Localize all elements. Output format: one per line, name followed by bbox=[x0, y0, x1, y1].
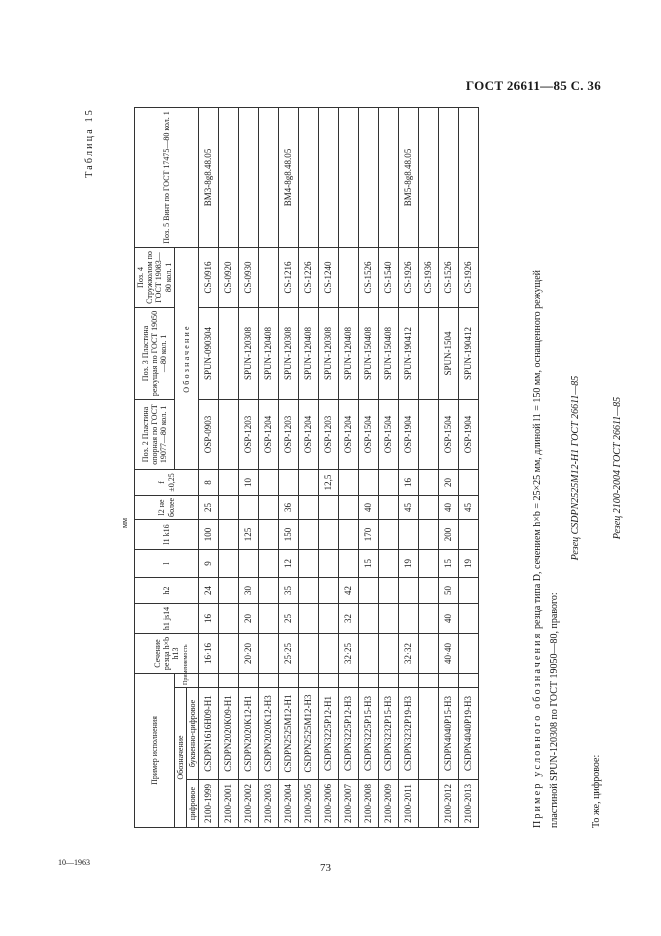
cell-digital: 2100-2011 bbox=[399, 780, 419, 828]
cell-alnum: CSDPN3232P19-H3 bbox=[399, 688, 419, 780]
cell-digital: 2100-2013 bbox=[459, 780, 479, 828]
cell-usage bbox=[279, 673, 299, 687]
header-usage: Применяемость bbox=[174, 673, 198, 687]
cell-pos2 bbox=[419, 399, 439, 469]
cell-h2 bbox=[219, 577, 239, 603]
cell-h1 bbox=[379, 603, 399, 633]
cell-alnum: CSDPN4040P19-H3 bbox=[459, 688, 479, 780]
example-line-2: пластиной SPUN-120308 по ГОСТ 19050—80, правого: bbox=[549, 592, 560, 828]
cell-pos5: BM3-8g8.48.05 bbox=[199, 107, 219, 247]
cell-pos4: CS-1926 bbox=[459, 247, 479, 307]
cell-section: 25·25 bbox=[279, 633, 299, 673]
cell-alnum: CSDPN2525M12-H3 bbox=[299, 688, 319, 780]
cell-l2: 45 bbox=[459, 495, 479, 519]
cell-alnum: CSDPN3232P15-H3 bbox=[379, 688, 399, 780]
cell-pos3: SPUN-150408 bbox=[359, 307, 379, 399]
cell-usage bbox=[439, 673, 459, 687]
cell-l: 12 bbox=[279, 549, 299, 577]
cell-usage bbox=[379, 673, 399, 687]
cell-f bbox=[299, 469, 319, 495]
cell-h2 bbox=[379, 577, 399, 603]
cell-pos5 bbox=[259, 107, 279, 247]
cell-l bbox=[259, 549, 279, 577]
table-row bbox=[379, 107, 399, 827]
cell-l2: 36 bbox=[279, 495, 299, 519]
cell-alnum: CSDPN3225P12-H3 bbox=[339, 688, 359, 780]
cell-h2 bbox=[459, 577, 479, 603]
cell-h1: 16 bbox=[199, 603, 219, 633]
cell-f: 20 bbox=[439, 469, 459, 495]
cell-pos4: CS-0930 bbox=[239, 247, 259, 307]
example-line-1-rest: резца типа D, сечением h×b = 25×25 мм, длиной l1 = 150 мм, оснащенного режущей bbox=[532, 269, 543, 632]
header-section: Сечение резца h×b h13 bbox=[135, 633, 199, 673]
cell-h1 bbox=[359, 603, 379, 633]
cell-pos4: CS-1226 bbox=[299, 247, 319, 307]
cell-alnum: CSDPN3225P15-H3 bbox=[359, 688, 379, 780]
cell-pos5: BM5-8g8.48.05 bbox=[399, 107, 419, 247]
cell-usage bbox=[259, 673, 279, 687]
page-header: ГОСТ 26611—85 С. 36 bbox=[465, 78, 601, 93]
units-label: мм bbox=[120, 517, 129, 528]
cell-pos3: SPUN-120308 bbox=[319, 307, 339, 399]
cell-section bbox=[319, 633, 339, 673]
cell-pos5 bbox=[379, 107, 399, 247]
cell-h1 bbox=[259, 603, 279, 633]
cell-pos4: CS-0916 bbox=[199, 247, 219, 307]
cell-alnum: CSDPN4040P15-H3 bbox=[439, 688, 459, 780]
cell-l bbox=[379, 549, 399, 577]
cell-pos3: SPUN-1504 bbox=[439, 307, 459, 399]
cell-pos4: CS-1526 bbox=[359, 247, 379, 307]
cell-l1 bbox=[259, 519, 279, 549]
cell-h2: 50 bbox=[439, 577, 459, 603]
cell-l bbox=[419, 549, 439, 577]
cell-l2 bbox=[339, 495, 359, 519]
cell-h2: 24 bbox=[199, 577, 219, 603]
cell-f: 12,5 bbox=[319, 469, 339, 495]
cell-digital: 2100-2001 bbox=[219, 780, 239, 828]
cell-l: 15 bbox=[359, 549, 379, 577]
cell-section bbox=[219, 633, 239, 673]
cell-l2 bbox=[419, 495, 439, 519]
cell-section: 32·32 bbox=[399, 633, 419, 673]
cell-usage bbox=[419, 673, 439, 687]
header-alnum: буквенно-цифровое bbox=[186, 688, 198, 780]
cell-usage bbox=[399, 673, 419, 687]
cell-pos5 bbox=[459, 107, 479, 247]
cell-section bbox=[459, 633, 479, 673]
cell-h1 bbox=[319, 603, 339, 633]
cell-pos3: SPUN-190412 bbox=[459, 307, 479, 399]
cell-l1 bbox=[459, 519, 479, 549]
cell-pos4: CS-1926 bbox=[399, 247, 419, 307]
cell-l1 bbox=[419, 519, 439, 549]
cell-pos5 bbox=[339, 107, 359, 247]
cell-l2 bbox=[219, 495, 239, 519]
cell-digital: 2100-2007 bbox=[339, 780, 359, 828]
example-text bbox=[529, 108, 626, 828]
cell-pos2: OSP-1204 bbox=[339, 399, 359, 469]
cell-digital: 2100-2006 bbox=[319, 780, 339, 828]
cell-usage bbox=[219, 673, 239, 687]
cell-usage bbox=[199, 673, 219, 687]
cell-pos2: OSP-1504 bbox=[439, 399, 459, 469]
header-l1: l1 k16 bbox=[135, 519, 199, 549]
cell-alnum: CSDPN2020K09-H1 bbox=[219, 688, 239, 780]
cell-f bbox=[279, 469, 299, 495]
cell-alnum: CSDPN2020K12-H3 bbox=[259, 688, 279, 780]
cell-l: 15 bbox=[439, 549, 459, 577]
cell-pos4: CS-0920 bbox=[219, 247, 239, 307]
cell-l bbox=[339, 549, 359, 577]
cell-usage bbox=[339, 673, 359, 687]
cell-alnum: CSDPN2525M12-H1 bbox=[279, 688, 299, 780]
cell-section bbox=[359, 633, 379, 673]
rotated-content bbox=[84, 108, 623, 828]
header-digital: цифровое bbox=[186, 780, 198, 828]
cell-pos2: OSP-1504 bbox=[379, 399, 399, 469]
cell-pos4 bbox=[339, 247, 359, 307]
cell-pos3 bbox=[219, 307, 239, 399]
header-pos5: Поз. 5 Винт по ГОСТ 17475—80 кол. 1 bbox=[135, 107, 199, 247]
cell-l2 bbox=[239, 495, 259, 519]
cell-pos2: OSP-1203 bbox=[239, 399, 259, 469]
header-pos3: Поз. 3 Пластина режущая по ГОСТ 19050—80 кол. 1 bbox=[135, 307, 175, 399]
cell-usage bbox=[459, 673, 479, 687]
cell-h1: 40 bbox=[439, 603, 459, 633]
cell-usage bbox=[299, 673, 319, 687]
cell-l1 bbox=[399, 519, 419, 549]
cell-f bbox=[219, 469, 239, 495]
cell-pos2: OSP-1504 bbox=[359, 399, 379, 469]
cell-pos4: CS-1540 bbox=[379, 247, 399, 307]
cell-section: 16·16 bbox=[199, 633, 219, 673]
cell-pos3: SPUN-150408 bbox=[379, 307, 399, 399]
cell-section: 40·40 bbox=[439, 633, 459, 673]
cell-l2 bbox=[259, 495, 279, 519]
cell-pos5 bbox=[439, 107, 459, 247]
header-example: Пример исполнения bbox=[135, 673, 175, 827]
table-row bbox=[279, 107, 299, 827]
cell-digital: 2100-2005 bbox=[299, 780, 319, 828]
cell-l bbox=[239, 549, 259, 577]
cell-digital: 2100-1999 bbox=[199, 780, 219, 828]
header-f: f ±0,25 bbox=[135, 469, 199, 495]
cell-h1: 25 bbox=[279, 603, 299, 633]
cell-l2 bbox=[379, 495, 399, 519]
cell-pos5 bbox=[239, 107, 259, 247]
cell-l: 9 bbox=[199, 549, 219, 577]
cell-h2 bbox=[299, 577, 319, 603]
table-row bbox=[239, 107, 259, 827]
cell-h2 bbox=[359, 577, 379, 603]
cell-l: 19 bbox=[399, 549, 419, 577]
cell-l2: 40 bbox=[359, 495, 379, 519]
cell-pos3 bbox=[419, 307, 439, 399]
cell-pos2: OSP-1203 bbox=[279, 399, 299, 469]
table-row bbox=[219, 107, 239, 827]
cell-pos5 bbox=[299, 107, 319, 247]
example-line-3: То же, цифровое: bbox=[591, 754, 602, 828]
cell-l bbox=[319, 549, 339, 577]
cell-pos4: CS-1240 bbox=[319, 247, 339, 307]
header-pos4: Поз. 4 Стружколом по ГОСТ 19083—80 кол. 1 bbox=[135, 247, 175, 307]
table-row bbox=[339, 107, 359, 827]
cell-l2 bbox=[299, 495, 319, 519]
cell-alnum: CSDPN1616H09-H1 bbox=[199, 688, 219, 780]
cell-pos5 bbox=[419, 107, 439, 247]
cell-l1: 150 bbox=[279, 519, 299, 549]
cell-pos2: OSP-1204 bbox=[299, 399, 319, 469]
cell-pos2: OSP-1904 bbox=[459, 399, 479, 469]
cell-digital: 2100-2004 bbox=[279, 780, 299, 828]
cell-usage bbox=[239, 673, 259, 687]
cell-section: 32·25 bbox=[339, 633, 359, 673]
table-row bbox=[399, 107, 419, 827]
cell-pos3: SPUN-120408 bbox=[259, 307, 279, 399]
cell-h1: 32 bbox=[339, 603, 359, 633]
cell-h2 bbox=[419, 577, 439, 603]
cell-pos4 bbox=[259, 247, 279, 307]
header-l: l bbox=[135, 549, 199, 577]
cell-l1: 100 bbox=[199, 519, 219, 549]
cell-section bbox=[259, 633, 279, 673]
cell-pos2: OSP-0903 bbox=[199, 399, 219, 469]
header-l2: l2 не более bbox=[135, 495, 199, 519]
table-row bbox=[299, 107, 319, 827]
cell-pos4: CS-1936 bbox=[419, 247, 439, 307]
cell-pos3: SPUN-120308 bbox=[239, 307, 259, 399]
cell-l1 bbox=[339, 519, 359, 549]
cell-pos3: SPUN-120308 bbox=[279, 307, 299, 399]
cell-h2 bbox=[259, 577, 279, 603]
cell-h1 bbox=[219, 603, 239, 633]
cell-l bbox=[219, 549, 239, 577]
table-row bbox=[199, 107, 219, 827]
header-oboznachenie: Обозначение bbox=[174, 247, 198, 469]
cell-pos4: CS-1216 bbox=[279, 247, 299, 307]
cell-l2: 40 bbox=[439, 495, 459, 519]
cell-pos2: OSP-1203 bbox=[319, 399, 339, 469]
cell-f bbox=[259, 469, 279, 495]
cell-l1 bbox=[379, 519, 399, 549]
cell-f bbox=[339, 469, 359, 495]
cell-h2: 30 bbox=[239, 577, 259, 603]
cell-f: 16 bbox=[399, 469, 419, 495]
example-line-1 bbox=[529, 108, 546, 828]
cell-section bbox=[379, 633, 399, 673]
cell-pos3: SPUN-090304 bbox=[199, 307, 219, 399]
cell-l1: 125 bbox=[239, 519, 259, 549]
table-caption: Таблица 15 bbox=[84, 108, 95, 178]
cell-section bbox=[419, 633, 439, 673]
cell-digital: 2100-2003 bbox=[259, 780, 279, 828]
header-pos2: Поз. 2 Пластина опорная по ГОСТ 19077—80 кол. 1 bbox=[135, 399, 175, 469]
page-number: 73 bbox=[320, 862, 331, 874]
footer-mark: 10—1963 bbox=[58, 858, 90, 867]
header-designation: Обозначение bbox=[174, 688, 186, 828]
cell-usage bbox=[359, 673, 379, 687]
cell-h1: 20 bbox=[239, 603, 259, 633]
example-formula-2: Резец 2100-2004 ГОСТ 26611—85 bbox=[612, 396, 623, 540]
cell-digital: 2100-2008 bbox=[359, 780, 379, 828]
example-formula-1: Резец CSDPN2525M12-H1 ГОСТ 26611—85 bbox=[570, 375, 581, 561]
cell-h2 bbox=[399, 577, 419, 603]
cell-pos2: OSP-1204 bbox=[259, 399, 279, 469]
table-row bbox=[319, 107, 339, 827]
cell-l1 bbox=[219, 519, 239, 549]
cell-h2 bbox=[319, 577, 339, 603]
cell-f bbox=[379, 469, 399, 495]
table-row bbox=[459, 107, 479, 827]
cell-alnum: CSDPN2020K12-H1 bbox=[239, 688, 259, 780]
cell-pos5 bbox=[319, 107, 339, 247]
cell-l2 bbox=[319, 495, 339, 519]
cell-f: 8 bbox=[199, 469, 219, 495]
cell-section: 20·20 bbox=[239, 633, 259, 673]
cell-pos2: OSP-1904 bbox=[399, 399, 419, 469]
cell-l: 19 bbox=[459, 549, 479, 577]
cell-f bbox=[359, 469, 379, 495]
parameters-table bbox=[134, 107, 479, 828]
cell-h2: 35 bbox=[279, 577, 299, 603]
table-row bbox=[439, 107, 459, 827]
cell-h1 bbox=[459, 603, 479, 633]
table-row bbox=[359, 107, 379, 827]
cell-l1 bbox=[319, 519, 339, 549]
cell-alnum: CSDPN3225P12-H1 bbox=[319, 688, 339, 780]
cell-pos3: SPUN-120408 bbox=[299, 307, 319, 399]
cell-pos4: CS-1526 bbox=[439, 247, 459, 307]
cell-f bbox=[459, 469, 479, 495]
cell-pos5: BM4-8g8.48.05 bbox=[279, 107, 299, 247]
cell-pos5 bbox=[359, 107, 379, 247]
example-heading: Пример условного обозначения bbox=[532, 631, 543, 828]
cell-h1 bbox=[399, 603, 419, 633]
header-h2: h2 bbox=[135, 577, 199, 603]
cell-section bbox=[299, 633, 319, 673]
cell-l1: 200 bbox=[439, 519, 459, 549]
cell-l2: 25 bbox=[199, 495, 219, 519]
table-row bbox=[419, 107, 439, 827]
header-h1: h1 js14 bbox=[135, 603, 199, 633]
cell-l2: 45 bbox=[399, 495, 419, 519]
cell-f: 10 bbox=[239, 469, 259, 495]
cell-pos5 bbox=[219, 107, 239, 247]
cell-h1 bbox=[299, 603, 319, 633]
cell-alnum bbox=[419, 688, 439, 780]
cell-h1 bbox=[419, 603, 439, 633]
cell-digital: 2100-2012 bbox=[439, 780, 459, 828]
cell-digital bbox=[419, 780, 439, 828]
cell-l1: 170 bbox=[359, 519, 379, 549]
cell-pos2 bbox=[219, 399, 239, 469]
cell-pos3: SPUN-190412 bbox=[399, 307, 419, 399]
cell-f bbox=[419, 469, 439, 495]
cell-h2: 42 bbox=[339, 577, 359, 603]
table-row bbox=[259, 107, 279, 827]
cell-digital: 2100-2009 bbox=[379, 780, 399, 828]
cell-digital: 2100-2002 bbox=[239, 780, 259, 828]
cell-usage bbox=[319, 673, 339, 687]
cell-pos3: SPUN-120408 bbox=[339, 307, 359, 399]
cell-l bbox=[299, 549, 319, 577]
cell-l1 bbox=[299, 519, 319, 549]
